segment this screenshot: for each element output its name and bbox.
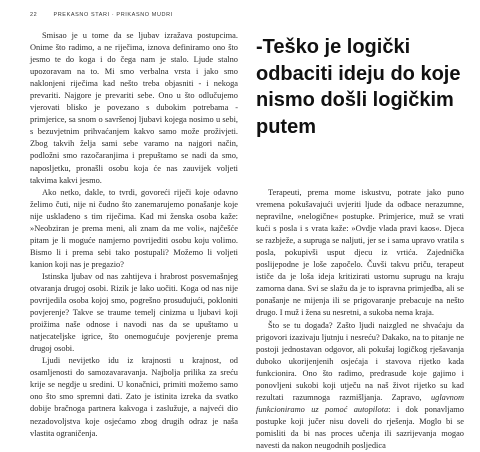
paragraph: Istinska ljubav od nas zahtijeva i hrabrost posvemašnjeg otvaranja drugoj osobi. Rizik je lako uočiti. Koga od nas nije povrijedila osoba kojoj smo, pogrešno prosuđujući, pokloniti povjerenje? Takve se traume temelj cinizma u ljubavi koji proižima naše odnose i navodi nas da se upuštamo u natjecateljske igrice, što onemogućuje povjerenje prema drugoj osobi. [30, 271, 238, 354]
left-column [30, 30, 238, 440]
paragraph-text: Što se tu događa? Zašto ljudi naizgled ne shvaćaju da prigovori izazivaju ljutnju i nesreću? Dakako, na to pitanje ne postoji jednostavan odgovor, ali pokušaj logičkog rješavanja duboko ukorijenjenih osjećaja i stavova rijetko kada funkcionira. Ono što radimo, predrasude koje gajimo i ponovljeni sukobi koji utječu na naš život rijetko su kad rezultati razumnoga razmišljanja. Zapravo, [256, 320, 464, 402]
page-number: 22 [30, 12, 38, 18]
paragraph-text: : i dok ponavljamo postupke koji jučer nisu doveli do rješenja. Moglo bi se pomisliti da bi nas proces učenja ili sazrijevanja mogao navesti da nakon neugodnih posljedica [256, 404, 464, 450]
paragraph: Ljudi nevijetko idu iz krajnosti u krajnost, od osamljenosti do samozavaravanja. Najbolja prilika za sreću krije se negdje u sredini. U konačnici, primiti možemo samo ono što smo spremni dati. Zato je istinita izreka da svatko dobije bračnoga partnera kakvoga i zaslužuje, a najveći dio nezadovoljstva koje osjećamo zbog drugih odraz je naša vlastita ograničenja. [30, 356, 238, 438]
paragraph: Smisao je u tome da se ljubav izražava postupcima. Onime što radimo, a ne riječima, iznova definiramo ono što jesmo te do koga i do čega nam je stalo. Ljude stalno upozoravam na to. Mi smo verbalna vrsta i jako smo naklonjeni riječima kad nešto treba objasniti - i nekoga prevariti. Najgore je prevariti sebe. Ono u što odlučujemo vjerovati blisko je povezano s dubokim potrebama - primjerice, sa snom o savršenoj ljubavi kojega nosimo u sebi, s bezuvjetnim prihvaćanjem kakvo samo može proživjeti. Zbog takvih želja sami sebe varamo na najgori način, podložni smo razočaranjima i prepuštamo se nadi da smo, naposljetku, pronašli osobu koja će nas zauvijek voljeti takvima kakvi jesmo. [30, 31, 238, 185]
emphasized-text: uglavnom funkcioniramo uz pomoć autopilota [256, 392, 464, 414]
running-head [30, 12, 173, 18]
running-title: PREKASNO STARI · PRIKASNO MUDRI [53, 12, 173, 18]
paragraph: Ako netko, dakle, to tvrdi, govoreći riječi koje odavno želimo čuti, nije ni čudno što zanemarujemo ponašanje koje nije usklađeno s tim riječima. Kad mi ženska osoba kaže: »Neobziran je prema meni, ali znam da me voli«, najčešće pitam je li moguće namjerno povrijediti osobu koju volimo. Bismo li i prema sebi tako postupali? Možemo li voljeti kanion koji nas je pregazio? [30, 187, 238, 269]
pull-quote: -Teško je logički odbaciti ideju do koje nismo došli logičkim putem [256, 36, 461, 138]
paragraph [256, 320, 464, 452]
paragraph: Terapeuti, prema mome iskustvu, potrate jako puno vremena pokušavajući uvjeriti ljude da odbace nerazumne, nepravilne, »nelogične« postupke. Primjerice, muž se vrati kući s posla i s vrata kaže: »Ovdje vlada pravi kaos«. Djeca se razbježe, a supruga se naljuti, jer se i sama upravo vratila s posla, pokupivši usput djecu iz vrtića. Zajednička poslijepodne je loše započelo. Čuvši takvu priču, terapeut ističe da je loša ideja kritizirati ustornu suprugu na kraju zamorna dana. Svi se slažu da je to ispravna primjedba, ali se ponašanje ne mijenja ili se prigovaranje prebacuje na nešto drugo. I muž i žena su nesretni, a sukoba nema kraja. [256, 188, 464, 318]
right-column [256, 187, 464, 452]
